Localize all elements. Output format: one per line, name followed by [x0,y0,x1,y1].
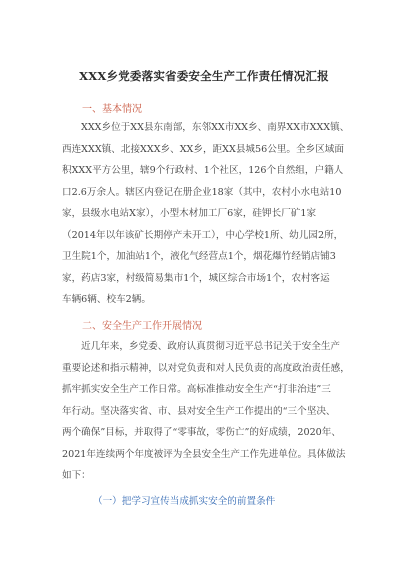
section-paragraph-basic-info [62,117,358,311]
paragraph-line: 卫生院1个，加油站1个，液化气经营点1个，烟花爆竹经销店铺3 [62,251,336,262]
paragraph-line: 车辆6辆、校车2辆。 [62,294,151,305]
section-heading-safety-work: 二、安全生产工作开展情况 [82,321,202,332]
paragraph-line: 重要论述和指示精神，以对党负责和对人民负责的高度政治责任感， [62,362,350,374]
paragraph-line: 积XXX平方公里，辖9个行政村、1个社区，126个自然组，户籍人 [62,165,344,176]
paragraph-line: 2021年连续两个年度被评为全县安全生产工作先进单位。具体做法 [62,448,346,460]
section-heading-basic-info: 一、基本情况 [82,104,142,115]
document-title: XXX乡党委落实省委安全生产工作责任情况汇报 [79,69,329,83]
paragraph-line: 抓牢抓实安全生产工作日常。高标准推动安全生产“打非治违”三 [62,384,331,395]
paragraph-line: 近几年来，乡党委、政府认真贯彻习近平总书记关于安全生产 [81,341,341,352]
paragraph-line: 西连XXX镇、北接XXX乡、XX乡，距XX县城56公里。全乡区域面 [62,143,344,155]
subsection-heading-publicity: （一）把学习宣传当成抓实安全的前置条件 [93,496,276,507]
paragraph-line: 两个确保”目标，并取得了“零事故，零伤亡”的好成绩，2020年、 [62,427,341,438]
paragraph-line: （2014年以年该矿长期停产未开工），中心学校1所、幼儿园2所， [62,229,344,241]
paragraph-line: XXX乡位于XX县东南部，东邻XX市XX乡、南界XX市XXX镇、 [81,122,350,133]
paragraph-line: 家，药店3家，村级简易集市1个，城区综合市场1个，农村客运 [62,272,330,284]
paragraph-line: 如下： [62,470,91,481]
section-paragraph-safety-work [62,336,358,487]
paragraph-line: 家，县级水电站X家），小型木材加工厂6家，硅钾长厂矿1家 [62,208,317,219]
paragraph-line: 口2.6万余人。辖区内登记在册企业18家（其中，农村小水电站10 [62,186,342,198]
paragraph-line: 年行动。坚决落实省、市、县对安全生产工作提出的“三个坚决、 [62,405,336,417]
